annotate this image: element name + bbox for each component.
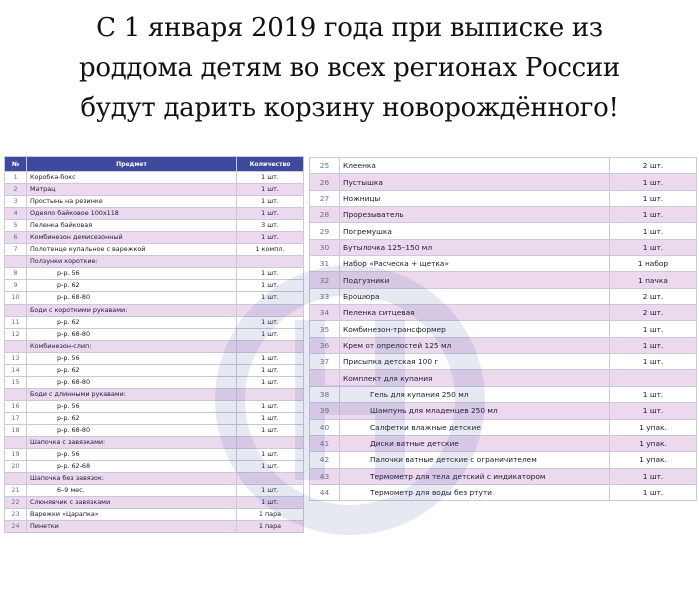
row-quantity: 3 шт. — [237, 220, 304, 232]
table-row — [5, 412, 304, 424]
row-item: Набор «Расческа + щетка» — [340, 256, 610, 272]
row-quantity: 1 шт. — [610, 174, 697, 190]
row-quantity: 1 набор — [610, 256, 697, 272]
row-item: Матрац — [27, 184, 237, 196]
row-quantity: 1 шт. — [237, 400, 304, 412]
row-number: 21 — [5, 485, 27, 497]
row-quantity — [237, 473, 304, 485]
row-quantity: 1 шт. — [237, 497, 304, 509]
table-row — [5, 364, 304, 376]
row-number: 8 — [5, 268, 27, 280]
table-row — [5, 196, 304, 208]
header-number: № — [5, 157, 27, 172]
table-row — [5, 376, 304, 388]
row-item: р-р. 56 — [27, 400, 237, 412]
row-item: Пеленка ситцевая — [340, 305, 610, 321]
headline-line: роддома детям во всех регионах России — [79, 53, 620, 83]
row-number: 12 — [5, 328, 27, 340]
row-number: 2 — [5, 184, 27, 196]
row-number: 38 — [310, 386, 340, 402]
row-quantity: 1 шт. — [610, 223, 697, 239]
items-table-right — [309, 157, 697, 501]
table-row — [310, 484, 697, 500]
row-item: Диски ватные детские — [340, 435, 610, 451]
row-number: 6 — [5, 232, 27, 244]
row-item: Присыпка детская 100 г — [340, 354, 610, 370]
row-item: Подгузники — [340, 272, 610, 288]
table-row — [5, 473, 304, 485]
row-quantity: 1 шт. — [237, 352, 304, 364]
row-quantity: 2 шт. — [610, 288, 697, 304]
row-item: Бутылочка 125–150 мл — [340, 239, 610, 255]
row-quantity: 1 упак. — [610, 419, 697, 435]
table-row — [310, 256, 697, 272]
row-item: р-р. 68-80 — [27, 328, 237, 340]
row-quantity: 1 пара — [237, 521, 304, 533]
row-quantity: 1 шт. — [237, 268, 304, 280]
row-item: Ножницы — [340, 190, 610, 206]
table-row — [310, 288, 697, 304]
row-item: Брошюра — [340, 288, 610, 304]
row-item: р-р. 62 — [27, 412, 237, 424]
row-quantity: 1 шт. — [237, 461, 304, 473]
row-number: 15 — [5, 376, 27, 388]
row-quantity: 1 шт. — [237, 364, 304, 376]
row-number: 31 — [310, 256, 340, 272]
row-quantity: 1 шт. — [237, 316, 304, 328]
headline-line: будут дарить корзину новорождённого! — [80, 93, 619, 123]
row-number: 37 — [310, 354, 340, 370]
table-row — [310, 190, 697, 206]
table-row — [5, 449, 304, 461]
row-number: 24 — [5, 521, 27, 533]
row-item: Комбинезон-трансформер — [340, 321, 610, 337]
row-number: 11 — [5, 316, 27, 328]
row-quantity: 1 шт. — [610, 239, 697, 255]
row-quantity: 1 упак. — [610, 452, 697, 468]
row-quantity: 1 шт. — [610, 484, 697, 500]
table-row — [310, 386, 697, 402]
row-number: 40 — [310, 419, 340, 435]
row-item: Прорезыватель — [340, 207, 610, 223]
row-number: 16 — [5, 400, 27, 412]
table-row — [5, 220, 304, 232]
row-quantity: 1 шт. — [237, 280, 304, 292]
table-row — [310, 174, 697, 190]
table-row — [5, 172, 304, 184]
row-number — [5, 304, 27, 316]
row-number: 30 — [310, 239, 340, 255]
table-row — [310, 223, 697, 239]
row-number: 34 — [310, 305, 340, 321]
table-row — [310, 419, 697, 435]
table-header-row — [5, 157, 304, 172]
row-number — [5, 473, 27, 485]
table-row — [5, 461, 304, 473]
row-item: Комбинезон-слип: — [27, 340, 237, 352]
row-quantity: 2 шт. — [610, 158, 697, 174]
table-row — [5, 232, 304, 244]
headline — [0, 8, 699, 128]
table-row — [5, 400, 304, 412]
table-row — [5, 292, 304, 304]
row-number: 35 — [310, 321, 340, 337]
row-quantity — [237, 256, 304, 268]
row-item: Варежки «Царапка» — [27, 509, 237, 521]
table-row — [310, 435, 697, 451]
row-number: 33 — [310, 288, 340, 304]
row-item: 6–9 мес. — [27, 485, 237, 497]
row-quantity — [610, 370, 697, 386]
row-quantity: 1 шт. — [237, 328, 304, 340]
table-row — [5, 424, 304, 436]
row-quantity: 1 шт. — [237, 292, 304, 304]
row-quantity: 1 шт. — [610, 207, 697, 223]
row-item: Комплект для купания — [340, 370, 610, 386]
header-quantity: Количество — [237, 157, 304, 172]
row-item: Шапочка без завязок: — [27, 473, 237, 485]
row-item: Салфетки влажные детские — [340, 419, 610, 435]
row-item: Шампунь для младенцев 250 мл — [340, 403, 610, 419]
row-number: 28 — [310, 207, 340, 223]
table-row — [310, 239, 697, 255]
row-quantity: 1 шт. — [610, 403, 697, 419]
row-item: р-р. 56 — [27, 268, 237, 280]
row-number — [5, 340, 27, 352]
row-number: 10 — [5, 292, 27, 304]
row-number: 13 — [5, 352, 27, 364]
row-item: Простынь на резинке — [27, 196, 237, 208]
table-row — [5, 497, 304, 509]
row-number: 32 — [310, 272, 340, 288]
row-quantity: 1 шт. — [237, 412, 304, 424]
row-quantity: 1 компл. — [237, 244, 304, 256]
table-row — [5, 316, 304, 328]
row-item: Погремушка — [340, 223, 610, 239]
row-number: 7 — [5, 244, 27, 256]
table-body-right — [310, 158, 697, 501]
row-quantity — [237, 304, 304, 316]
row-quantity: 1 шт. — [237, 196, 304, 208]
row-quantity — [237, 340, 304, 352]
row-quantity: 1 шт. — [610, 468, 697, 484]
row-quantity: 1 шт. — [610, 190, 697, 206]
row-item: Термометр для тела детский с индикатором — [340, 468, 610, 484]
table-row — [5, 352, 304, 364]
row-item: Крем от опрелостей 125 мл — [340, 337, 610, 353]
table-row — [310, 207, 697, 223]
row-quantity — [237, 388, 304, 400]
row-quantity: 1 шт. — [237, 449, 304, 461]
row-number: 1 — [5, 172, 27, 184]
row-number: 42 — [310, 452, 340, 468]
row-number: 5 — [5, 220, 27, 232]
row-item: р-р. 56 — [27, 449, 237, 461]
row-quantity: 1 шт. — [237, 208, 304, 220]
row-number: 9 — [5, 280, 27, 292]
row-number — [310, 370, 340, 386]
row-item: Гель для купания 250 мл — [340, 386, 610, 402]
row-quantity: 1 шт. — [610, 386, 697, 402]
row-quantity: 1 пачка — [610, 272, 697, 288]
row-quantity: 1 шт. — [610, 337, 697, 353]
table-row — [310, 452, 697, 468]
row-item: Ползунки короткие: — [27, 256, 237, 268]
header-item: Предмет — [27, 157, 237, 172]
row-item: р-р. 62 — [27, 316, 237, 328]
table-row — [5, 388, 304, 400]
row-item: р-р. 68-80 — [27, 292, 237, 304]
row-quantity: 1 пара — [237, 509, 304, 521]
row-quantity: 1 шт. — [237, 184, 304, 196]
row-item: Пинетки — [27, 521, 237, 533]
row-number: 27 — [310, 190, 340, 206]
row-item: Клеенка — [340, 158, 610, 174]
table-row — [5, 328, 304, 340]
row-number: 23 — [5, 509, 27, 521]
table-row — [310, 403, 697, 419]
row-item: р-р. 68-80 — [27, 424, 237, 436]
table-row — [5, 521, 304, 533]
row-item: Пустышка — [340, 174, 610, 190]
row-quantity: 1 шт. — [237, 424, 304, 436]
row-quantity: 1 шт. — [610, 354, 697, 370]
row-quantity: 1 шт. — [237, 172, 304, 184]
row-number — [5, 256, 27, 268]
row-item: р-р. 56 — [27, 352, 237, 364]
row-number: 39 — [310, 403, 340, 419]
row-item: р-р. 62 — [27, 280, 237, 292]
row-number: 14 — [5, 364, 27, 376]
row-number: 18 — [5, 424, 27, 436]
row-number: 43 — [310, 468, 340, 484]
row-number: 4 — [5, 208, 27, 220]
row-item: Слюнявчик с завязками — [27, 497, 237, 509]
row-quantity: 1 упак. — [610, 435, 697, 451]
row-number: 22 — [5, 497, 27, 509]
row-item: Шапочка с завязками: — [27, 437, 237, 449]
row-number: 20 — [5, 461, 27, 473]
table-row — [5, 304, 304, 316]
row-item: р-р. 68-80 — [27, 376, 237, 388]
row-number: 29 — [310, 223, 340, 239]
row-item: Коробка-бокс — [27, 172, 237, 184]
table-row — [310, 158, 697, 174]
row-number — [5, 388, 27, 400]
row-quantity: 1 шт. — [610, 321, 697, 337]
row-item: Пеленка байковая — [27, 220, 237, 232]
row-number: 19 — [5, 449, 27, 461]
row-item: Комбинезон демисезонный — [27, 232, 237, 244]
table-row — [5, 256, 304, 268]
row-item: Термометр для воды без ртути — [340, 484, 610, 500]
row-number: 41 — [310, 435, 340, 451]
table-row — [5, 280, 304, 292]
row-item: Полотенце купальное с варежкой — [27, 244, 237, 256]
table-row — [5, 485, 304, 497]
table-row — [5, 268, 304, 280]
row-item: р-р. 62 — [27, 364, 237, 376]
row-item: Одеяло байковое 100х118 — [27, 208, 237, 220]
table-row — [310, 354, 697, 370]
row-quantity: 1 шт. — [237, 232, 304, 244]
row-number: 3 — [5, 196, 27, 208]
row-quantity: 1 шт. — [237, 376, 304, 388]
row-number: 44 — [310, 484, 340, 500]
table-body-left — [5, 172, 304, 533]
row-number: 17 — [5, 412, 27, 424]
row-item: Боди с длинными рукавами: — [27, 388, 237, 400]
table-row — [310, 305, 697, 321]
row-number: 26 — [310, 174, 340, 190]
table-row — [310, 272, 697, 288]
items-table-left — [4, 156, 304, 533]
table-row — [5, 509, 304, 521]
row-number: 25 — [310, 158, 340, 174]
row-quantity — [237, 437, 304, 449]
row-quantity: 2 шт. — [610, 305, 697, 321]
table-row — [310, 337, 697, 353]
table-row — [310, 321, 697, 337]
row-quantity: 1 шт. — [237, 485, 304, 497]
table-row — [310, 468, 697, 484]
table-row — [5, 244, 304, 256]
row-item: р-р. 62-68 — [27, 461, 237, 473]
row-item: Палочки ватные детские с ограничителем — [340, 452, 610, 468]
table-row — [5, 208, 304, 220]
table-row — [5, 184, 304, 196]
table-row — [310, 370, 697, 386]
headline-line: С 1 января 2019 года при выписке из — [96, 13, 603, 43]
row-number: 36 — [310, 337, 340, 353]
table-row — [5, 437, 304, 449]
row-number — [5, 437, 27, 449]
table-row — [5, 340, 304, 352]
row-item: Боди с короткими рукавами: — [27, 304, 237, 316]
